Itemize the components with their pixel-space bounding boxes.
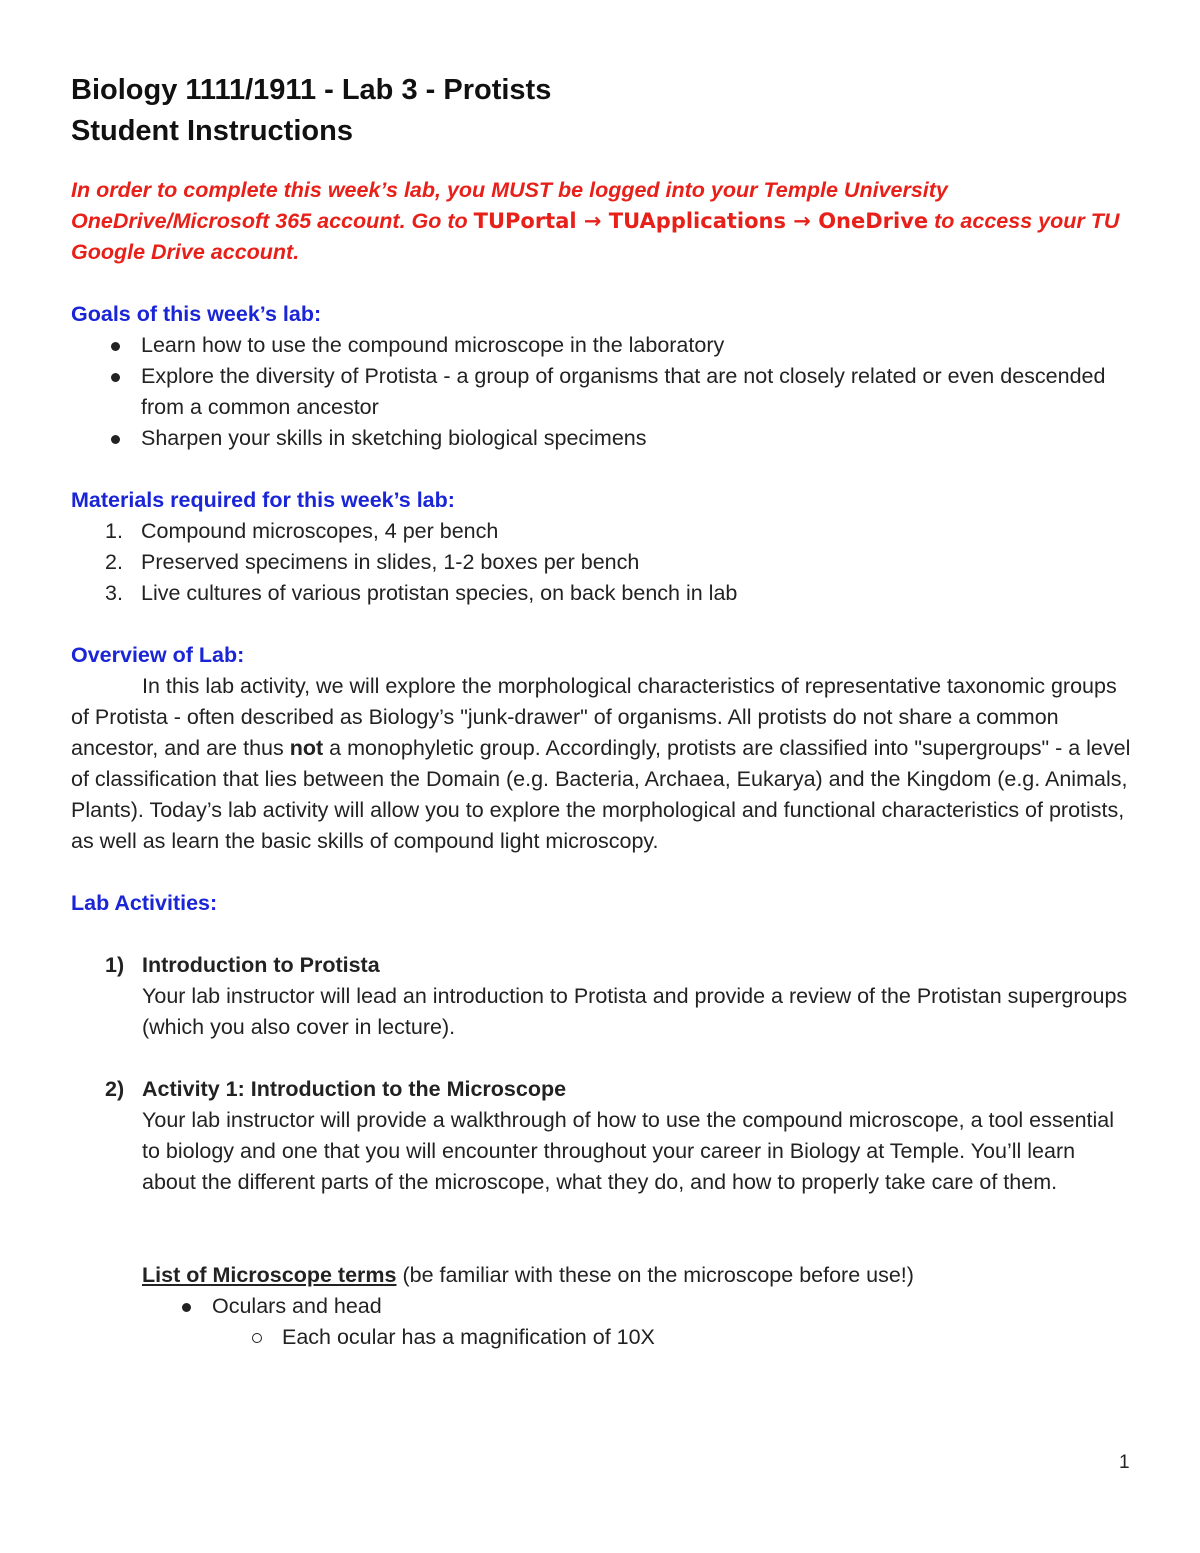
document-page [71, 70, 1131, 1353]
warning-text-2: to access your TU Google Drive account. [71, 209, 1120, 264]
overview-bold-word: not [289, 736, 324, 760]
login-warning [71, 175, 1131, 268]
goals-heading: Goals of this week’s lab: [71, 302, 322, 326]
overview-text-1: In this lab activity, we will explore the morphological characteristics of representative taxonomic groups of Protista - often described as Biology’s "junk-drawer" of organisms. All protists do not share a common ancestor, and are thus [71, 674, 1117, 760]
warning-navigation-path: TUPortal → TUApplications → OneDrive [473, 209, 929, 233]
activity-item [71, 1074, 1131, 1198]
goal-item: Explore the diversity of Protista - a group of organisms that are not closely related or even descended from a common ancestor [141, 361, 1131, 423]
goals-list [71, 330, 1131, 454]
activity-title: Activity 1: Introduction to the Microscope [142, 1077, 567, 1101]
material-text: Live cultures of various protistan species, on back bench in lab [141, 581, 738, 605]
activity-description: Your lab instructor will lead an introduction to Protista and provide a review of the Protistan supergroups (which you also cover in lecture). [142, 984, 1128, 1039]
goal-item: Learn how to use the compound microscope in the laboratory [141, 330, 1131, 361]
activity-number: 1) [105, 953, 125, 977]
term-subitem: Each ocular has a magnification of 10X [282, 1322, 1131, 1353]
terms-list [71, 1291, 1131, 1322]
overview-heading: Overview of Lab: [71, 643, 245, 667]
document-title: Biology 1111/1911 - Lab 3 - Protists [71, 74, 552, 106]
microscope-terms-line [71, 1260, 1131, 1291]
material-number: 1. [105, 519, 123, 543]
terms-sublist [71, 1322, 1131, 1353]
goal-item: Sharpen your skills in sketching biological specimens [141, 423, 1131, 454]
microscope-terms-heading: List of Microscope terms [142, 1263, 397, 1287]
activity-title: Introduction to Protista [142, 953, 380, 977]
material-text: Compound microscopes, 4 per bench [141, 519, 499, 543]
material-item [105, 547, 1131, 578]
activity-description: Your lab instructor will provide a walkthrough of how to use the compound microscope, a tool essential to biology and one that you will encounter throughout your career in Biology at Temple. You’ll learn about the different parts of the microscope, what they do, and how to properly take care of them. [142, 1108, 1115, 1194]
material-item [105, 578, 1131, 609]
overview-paragraph [71, 671, 1131, 857]
activities-heading: Lab Activities: [71, 891, 218, 915]
page-number: 1 [1119, 1452, 1130, 1473]
materials-heading: Materials required for this week’s lab: [71, 488, 455, 512]
material-text: Preserved specimens in slides, 1-2 boxes per bench [141, 550, 640, 574]
microscope-terms-note: (be familiar with these on the microscope before use!) [396, 1263, 914, 1287]
document-subtitle: Student Instructions [71, 115, 353, 147]
material-item [105, 516, 1131, 547]
activity-item [71, 950, 1131, 1043]
material-number: 2. [105, 550, 123, 574]
materials-list [71, 516, 1131, 609]
material-number: 3. [105, 581, 123, 605]
overview-text-2: a monophyletic group. Accordingly, protists are classified into "supergroups" - a level of classification that lies between the Domain (e.g. Bacteria, Archaea, Eukarya) and the Kingdom (e.g. Animals, Plants). Today’s lab activity will allow you to explore the morphological and functional characteristics of protists, as well as learn the basic skills of compound light microscopy. [71, 736, 1131, 853]
term-item: Oculars and head [212, 1291, 1131, 1322]
warning-text-1: In order to complete this week’s lab, you MUST be logged into your Temple University OneDrive/Microsoft 365 account. Go to [71, 178, 948, 233]
activity-number: 2) [105, 1077, 125, 1101]
